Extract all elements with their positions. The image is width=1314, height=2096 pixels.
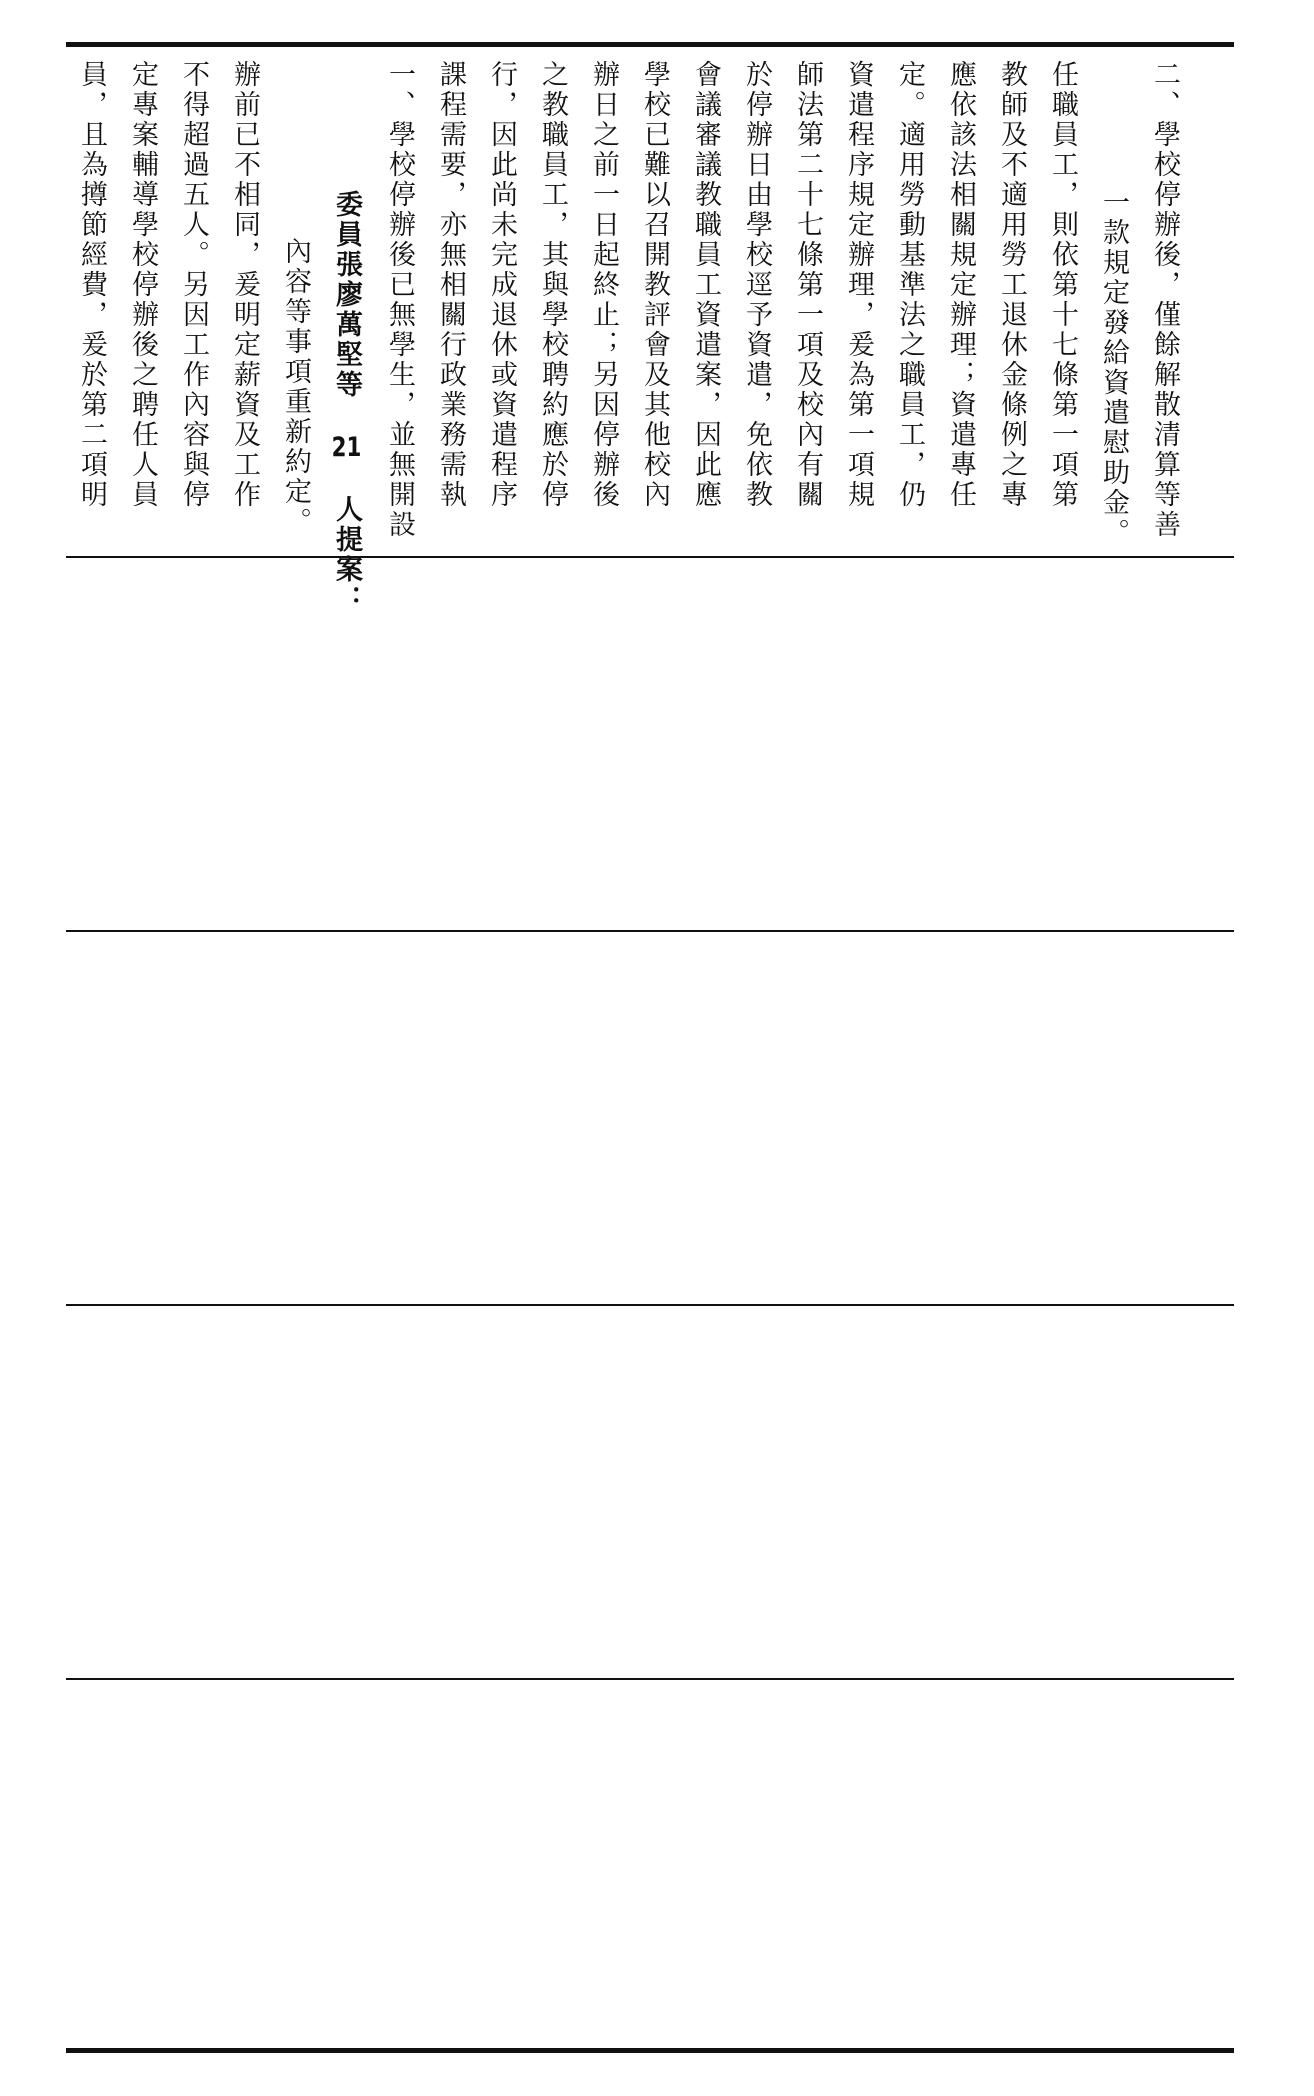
text-column: 之教職員工，其與學校聘約應於停 — [537, 60, 568, 510]
text-column: 資遣程序規定辦理，爰為第一項規 — [843, 60, 874, 510]
proposal-heading: 委員張廖萬堅等 21 人提案： — [331, 190, 362, 615]
text-column: 辦前已不相同，爰明定薪資及工作 — [229, 60, 260, 510]
text-column: 行，因此尚未完成退休或資遣程序 — [486, 60, 517, 510]
text-column: 員，且為撙節經費，爰於第二項明 — [76, 60, 107, 510]
text-column: 師法第二十七條第一項及校內有關 — [792, 60, 823, 510]
top-rule — [66, 42, 1234, 47]
text-column: 定。適用勞動基準法之職員工，仍 — [894, 60, 925, 510]
text-column: 內容等事項重新約定。 — [280, 237, 311, 537]
text-column: 一、學校停辦後已無學生，並無開設 — [384, 60, 415, 540]
text-column: 教師及不適用勞工退休金條例之專 — [996, 60, 1027, 510]
text-column: 一款規定發給資遣慰助金。 — [1098, 188, 1129, 548]
text-column: 任職員工，則依第十七條第一項第 — [1047, 60, 1078, 510]
text-column: 會議審議教職員工資遣案，因此應 — [690, 60, 721, 510]
row-divider-2 — [66, 930, 1234, 932]
row-divider-4 — [66, 1678, 1234, 1680]
text-column: 應依該法相關規定辦理；資遣專任 — [945, 60, 976, 510]
text-column: 定專案輔導學校停辦後之聘任人員 — [127, 60, 158, 510]
row-divider-3 — [66, 1304, 1234, 1306]
text-column: 課程需要，亦無相關行政業務需執 — [435, 60, 466, 510]
text-column: 學校已難以召開教評會及其他校內 — [639, 60, 670, 510]
bottom-rule — [66, 2048, 1234, 2053]
text-column: 二、學校停辦後，僅餘解散清算等善 — [1149, 60, 1180, 540]
text-column: 於停辦日由學校逕予資遣，免依教 — [741, 60, 772, 510]
text-column: 辦日之前一日起終止；另因停辦後 — [588, 60, 619, 510]
text-column: 不得超過五人。另因工作內容與停 — [178, 60, 209, 510]
row-divider-1 — [66, 556, 1234, 558]
